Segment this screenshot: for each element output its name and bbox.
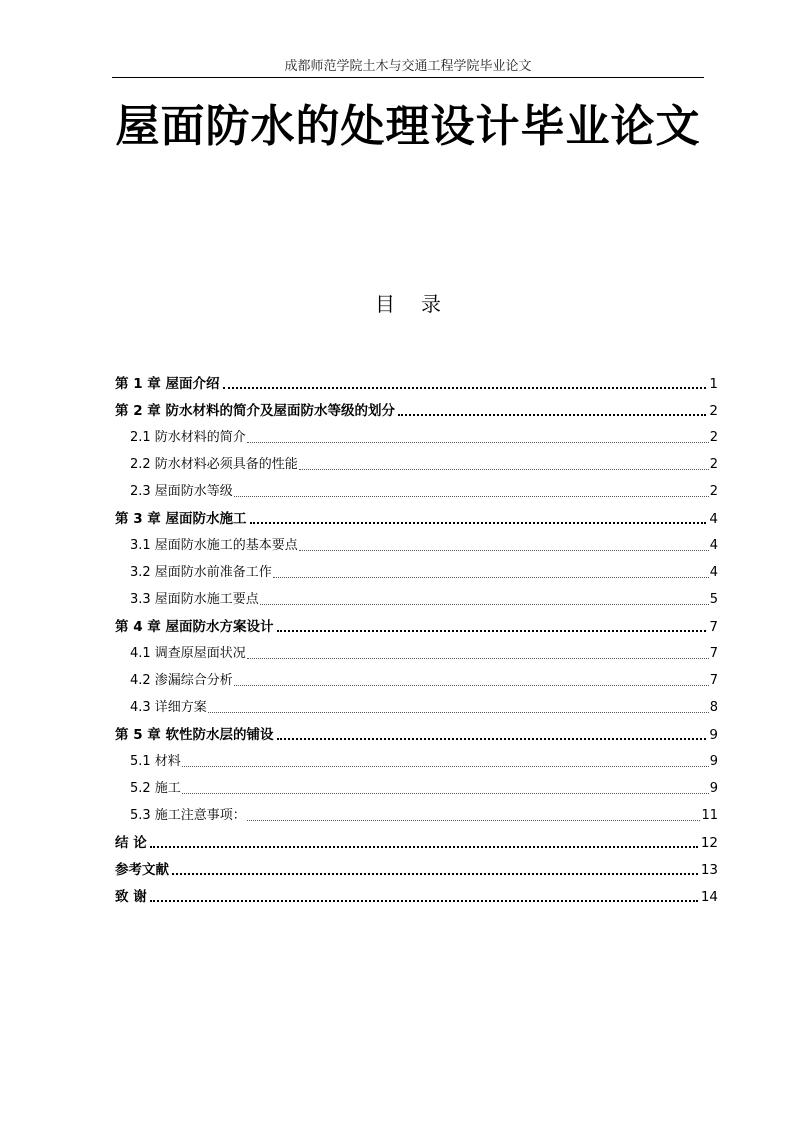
toc-dot-leader xyxy=(150,900,698,902)
toc-entry-chapter-3[interactable] xyxy=(115,501,718,528)
toc-page-number: 13 xyxy=(700,862,718,878)
toc-entry-section-4-3[interactable] xyxy=(115,690,718,717)
toc-entry-section-2-2[interactable] xyxy=(115,447,718,474)
toc-dot-leader xyxy=(234,685,709,686)
toc-entry-label: 3.1 屋面防水施工的基本要点 xyxy=(130,538,298,553)
toc-dot-leader xyxy=(223,387,707,389)
toc-entry-conclusion[interactable] xyxy=(115,825,718,852)
toc-entry-label: 参考文献 xyxy=(115,862,169,878)
toc-page-number: 4 xyxy=(709,538,718,553)
toc-page-number: 2 xyxy=(709,484,718,499)
toc-page-number: 14 xyxy=(700,889,718,905)
toc-page-number: 1 xyxy=(709,376,718,392)
toc-page-number: 4 xyxy=(709,565,718,580)
toc-page-number: 11 xyxy=(701,808,718,823)
toc-page-number: 12 xyxy=(700,835,718,851)
toc-entry-label: 第 3 章 屋面防水施工 xyxy=(115,511,247,527)
toc-dot-leader xyxy=(299,469,709,470)
toc-dot-leader xyxy=(234,496,709,497)
toc-page-number: 5 xyxy=(709,592,718,607)
table-of-contents xyxy=(115,366,718,906)
toc-page-number: 8 xyxy=(709,700,718,715)
toc-entry-label: 2.1 防水材料的简介 xyxy=(130,430,246,445)
toc-page-number: 9 xyxy=(709,754,718,769)
toc-page-number: 2 xyxy=(709,457,718,472)
toc-entry-label: 结 论 xyxy=(115,835,147,851)
toc-entry-label: 4.3 详细方案 xyxy=(130,700,207,715)
header-rule xyxy=(112,77,704,78)
toc-entry-label: 第 5 章 软性防水层的铺设 xyxy=(115,727,274,743)
toc-entry-section-5-2[interactable] xyxy=(115,771,718,798)
toc-dot-leader xyxy=(172,873,698,875)
toc-entry-label: 5.3 施工注意事项： xyxy=(130,808,246,823)
toc-entry-section-5-3[interactable] xyxy=(115,798,718,825)
toc-page-number: 7 xyxy=(709,673,718,688)
toc-page-number: 2 xyxy=(709,403,718,419)
toc-entry-section-3-3[interactable] xyxy=(115,582,718,609)
toc-entry-acknowledgements[interactable] xyxy=(115,879,718,906)
toc-page-number: 9 xyxy=(709,727,718,743)
toc-entry-label: 第 1 章 屋面介绍 xyxy=(115,376,220,392)
toc-entry-section-2-1[interactable] xyxy=(115,420,718,447)
toc-entry-section-3-1[interactable] xyxy=(115,528,718,555)
toc-page-number: 7 xyxy=(709,619,718,635)
toc-entry-label: 致 谢 xyxy=(115,889,147,905)
toc-entry-label: 第 2 章 防水材料的简介及屋面防水等级的划分 xyxy=(115,403,395,419)
toc-entry-section-4-2[interactable] xyxy=(115,663,718,690)
toc-entry-section-5-1[interactable] xyxy=(115,744,718,771)
toc-dot-leader xyxy=(277,630,707,632)
toc-dot-leader xyxy=(277,738,707,740)
toc-entry-chapter-1[interactable] xyxy=(115,366,718,393)
toc-entry-section-2-3[interactable] xyxy=(115,474,718,501)
toc-dot-leader xyxy=(273,577,709,578)
toc-entry-section-4-1[interactable] xyxy=(115,636,718,663)
toc-dot-leader xyxy=(182,766,709,767)
toc-entry-label: 2.3 屋面防水等级 xyxy=(130,484,233,499)
toc-dot-leader xyxy=(247,820,701,821)
toc-entry-chapter-5[interactable] xyxy=(115,717,718,744)
toc-entry-label: 5.1 材料 xyxy=(130,754,181,769)
toc-entry-chapter-2[interactable] xyxy=(115,393,718,420)
toc-entry-label: 3.2 屋面防水前准备工作 xyxy=(130,565,272,580)
toc-entry-label: 第 4 章 屋面防水方案设计 xyxy=(115,619,274,635)
toc-page-number: 9 xyxy=(709,781,718,796)
toc-dot-leader xyxy=(182,793,709,794)
toc-entry-chapter-4[interactable] xyxy=(115,609,718,636)
toc-dot-leader xyxy=(299,550,709,551)
toc-entry-section-3-2[interactable] xyxy=(115,555,718,582)
toc-page-number: 4 xyxy=(709,511,718,527)
toc-entry-label: 4.1 调查原屋面状况 xyxy=(130,646,246,661)
toc-page-number: 2 xyxy=(709,430,718,445)
toc-entry-references[interactable] xyxy=(115,852,718,879)
toc-entry-label: 2.2 防水材料必须具备的性能 xyxy=(130,457,298,472)
toc-heading: 目录 xyxy=(375,292,467,316)
toc-dot-leader xyxy=(398,414,706,416)
toc-entry-label: 3.3 屋面防水施工要点 xyxy=(130,592,259,607)
toc-dot-leader xyxy=(150,846,698,848)
running-header: 成都师范学院土木与交通工程学院毕业论文 xyxy=(284,59,532,74)
toc-dot-leader xyxy=(208,712,709,713)
toc-page-number: 7 xyxy=(709,646,718,661)
toc-entry-label: 4.2 渗漏综合分析 xyxy=(130,673,233,688)
toc-dot-leader xyxy=(250,522,707,524)
toc-entry-label: 5.2 施工 xyxy=(130,781,181,796)
toc-dot-leader xyxy=(247,658,709,659)
toc-dot-leader xyxy=(247,442,709,443)
toc-dot-leader xyxy=(260,604,709,605)
document-title: 屋面防水的处理设计毕业论文 xyxy=(115,101,701,152)
